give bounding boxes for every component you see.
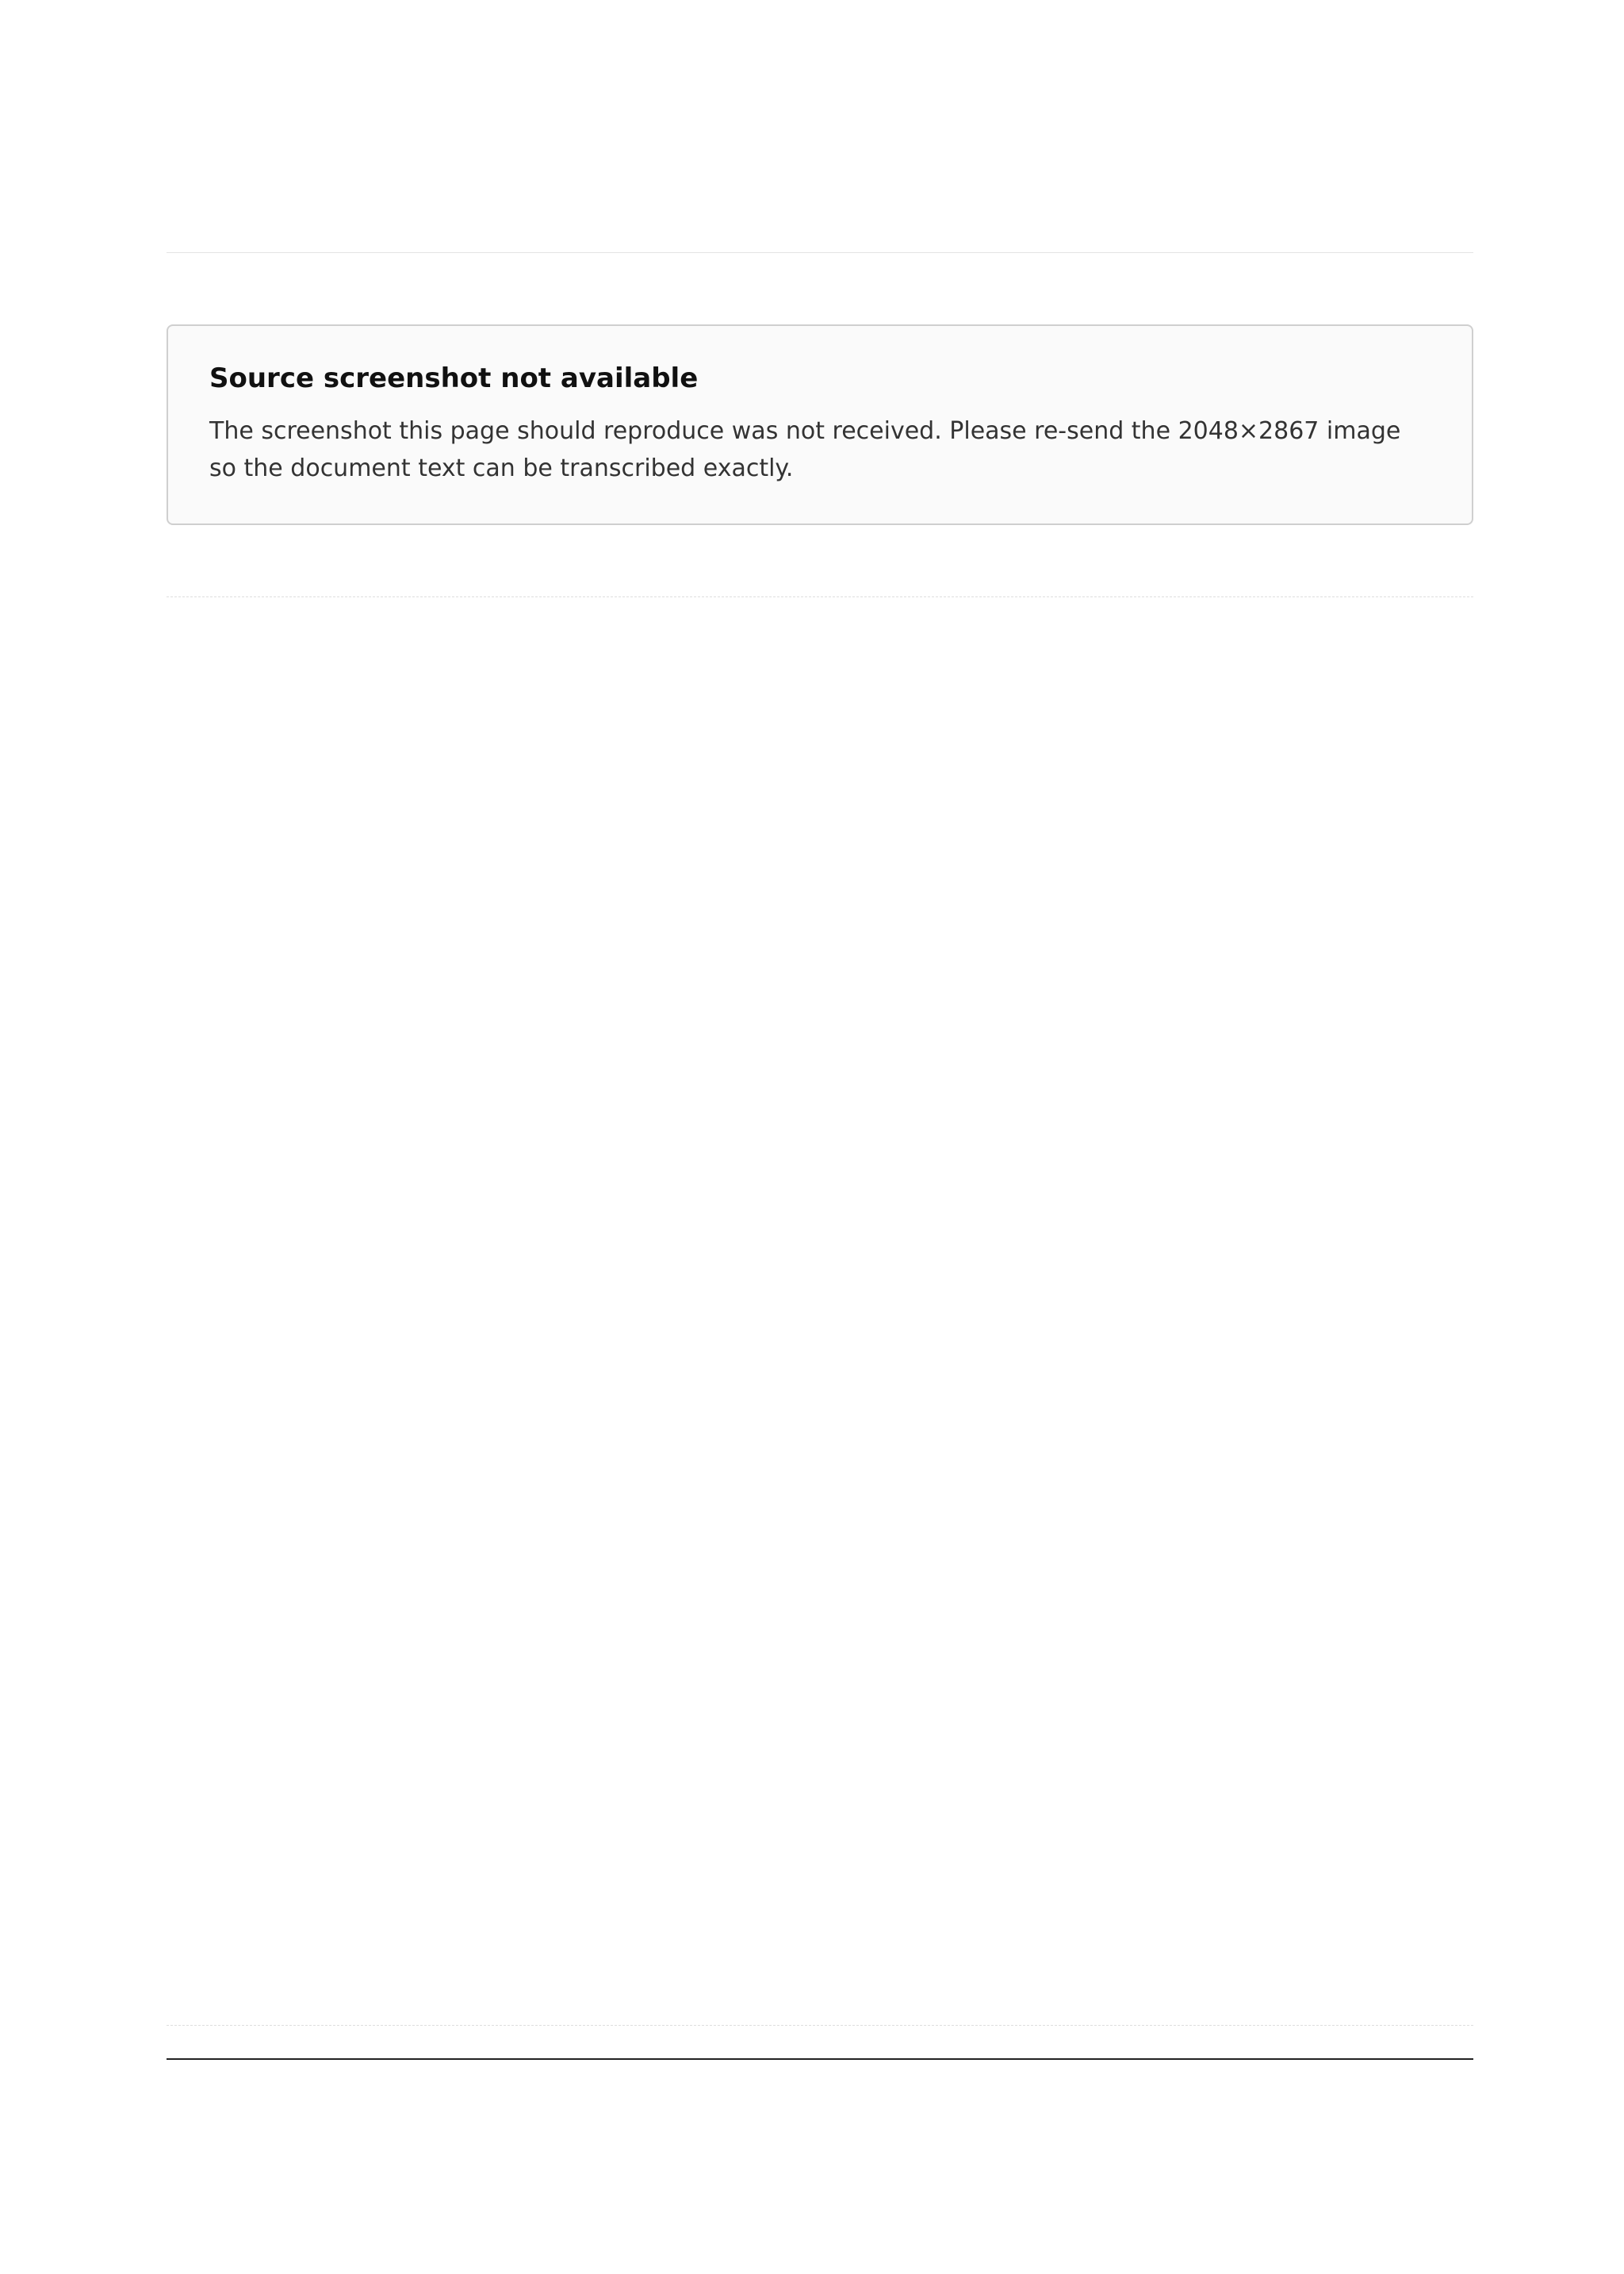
footnotes-area: [167, 2058, 1473, 2155]
missing-image-notice: [167, 324, 1473, 525]
page-header: [167, 159, 1473, 253]
document-body: [167, 596, 1473, 2026]
notice-message: The screenshot this page should reproduce was not received. Please re-send the 2048×2867 image so the document text can be transcribed exactly.: [209, 417, 1401, 482]
notice-heading: Source screenshot not available: [209, 362, 699, 394]
